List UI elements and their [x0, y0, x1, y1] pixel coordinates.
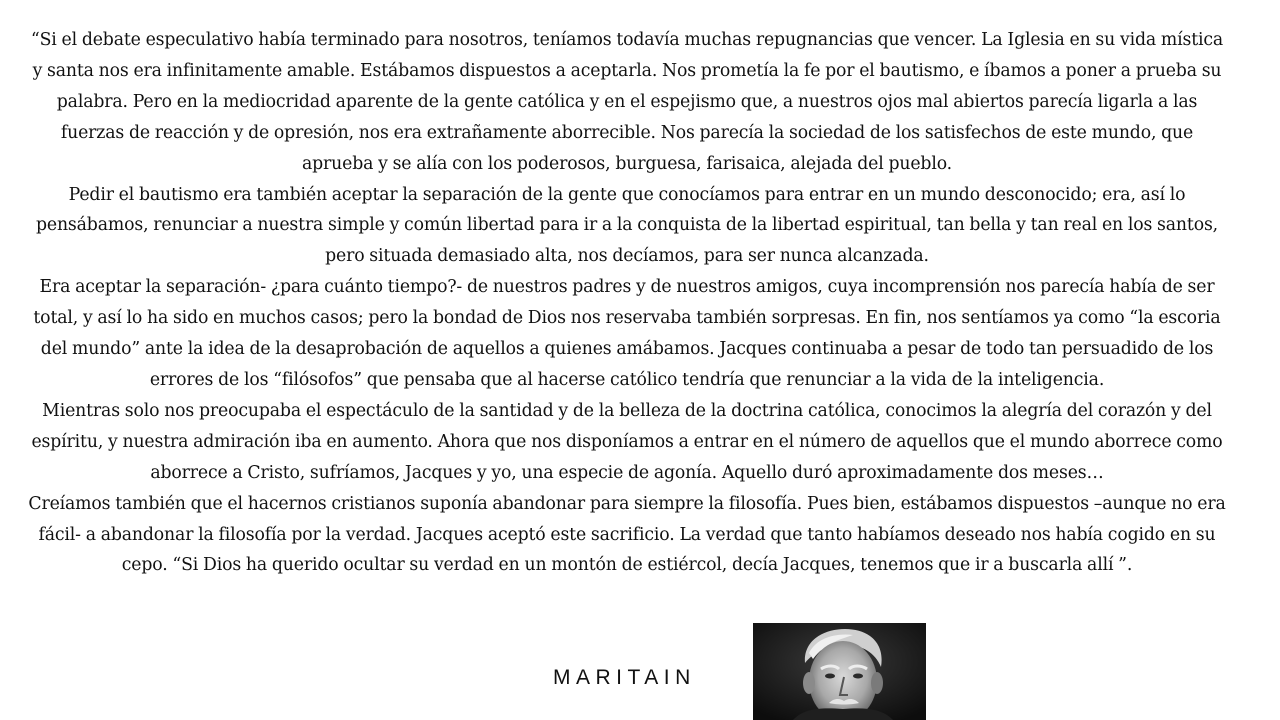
portrait-icon: [753, 623, 926, 720]
quote-text: [28, 25, 1226, 581]
portrait-photo: [753, 623, 926, 720]
quote-paragraph-4: Mientras solo nos preocupaba el espectáculo de la santidad y de la belleza de la doctrina católica, conocimos la alegría del corazón y del espíritu, y nuestra admiración iba en aumento. Ahora que nos disponíamos a entrar en el número de aquellos que el mundo aborrece como aborrece a Cristo, sufríamos, Jacques y yo, una especie de agonía. Aquello duró aproximadamente dos meses…: [31, 400, 1223, 483]
quote-paragraph-1: “Si el debate especulativo había terminado para nosotros, teníamos todavía muchas repugnancias que vencer. La Iglesia en su vida mística y santa nos era infinitamente amable. Estábamos dispuestos a aceptarla. Nos prometía la fe por el bautismo, e íbamos a poner a prueba su palabra. Pero en la mediocridad aparente de la gente católica y en el espejismo que, a nuestros ojos mal abiertos parecía ligarla a las fuerzas de reacción y de opresión, nos era extrañamente aborrecible. Nos parecía la sociedad de los satisfechos de este mundo, que aprueba y se alía con los poderosos, burguesa, farisaica, alejada del pueblo.: [30, 30, 1224, 174]
author-name: MARITAIN: [553, 666, 696, 689]
quote-paragraph-2: Pedir el bautismo era también aceptar la separación de la gente que conocíamos para entrar en un mundo desconocido; era, así lo pensábamos, renunciar a nuestra simple y común libertad para ir a la conquista de la libertad espiritual, tan bella y tan real en los santos, pero situada demasiado alta, nos decíamos, para ser nunca alcanzada.: [35, 184, 1219, 267]
quote-paragraph-5: Creíamos también que el hacernos cristianos suponía abandonar para siempre la filosofía. Pues bien, estábamos dispuestos –aunque no era fácil- a abandonar la filosofía por la verdad. Jacques aceptó este sacrificio. La verdad que tanto habíamos deseado nos había cogido en su cepo. “Si Dios ha querido ocultar su verdad en un montón de estiércol, decía Jacques, tenemos que ir a buscarla allí ”.: [28, 493, 1226, 576]
quote-paragraph-3: Era aceptar la separación- ¿para cuánto tiempo?- de nuestros padres y de nuestros amigos, cuya incomprensión nos parecía había de ser total, y así lo ha sido en muchos casos; pero la bondad de Dios nos reservaba también sorpresas. En fin, nos sentíamos ya como “la escoria del mundo” ante la idea de la desaprobación de aquellos a quienes amábamos. Jacques continuaba a pesar de todo tan persuadido de los errores de los “filósofos” que pensaba que al hacerse católico tendría que renunciar a la vida de la inteligencia.: [33, 277, 1221, 390]
